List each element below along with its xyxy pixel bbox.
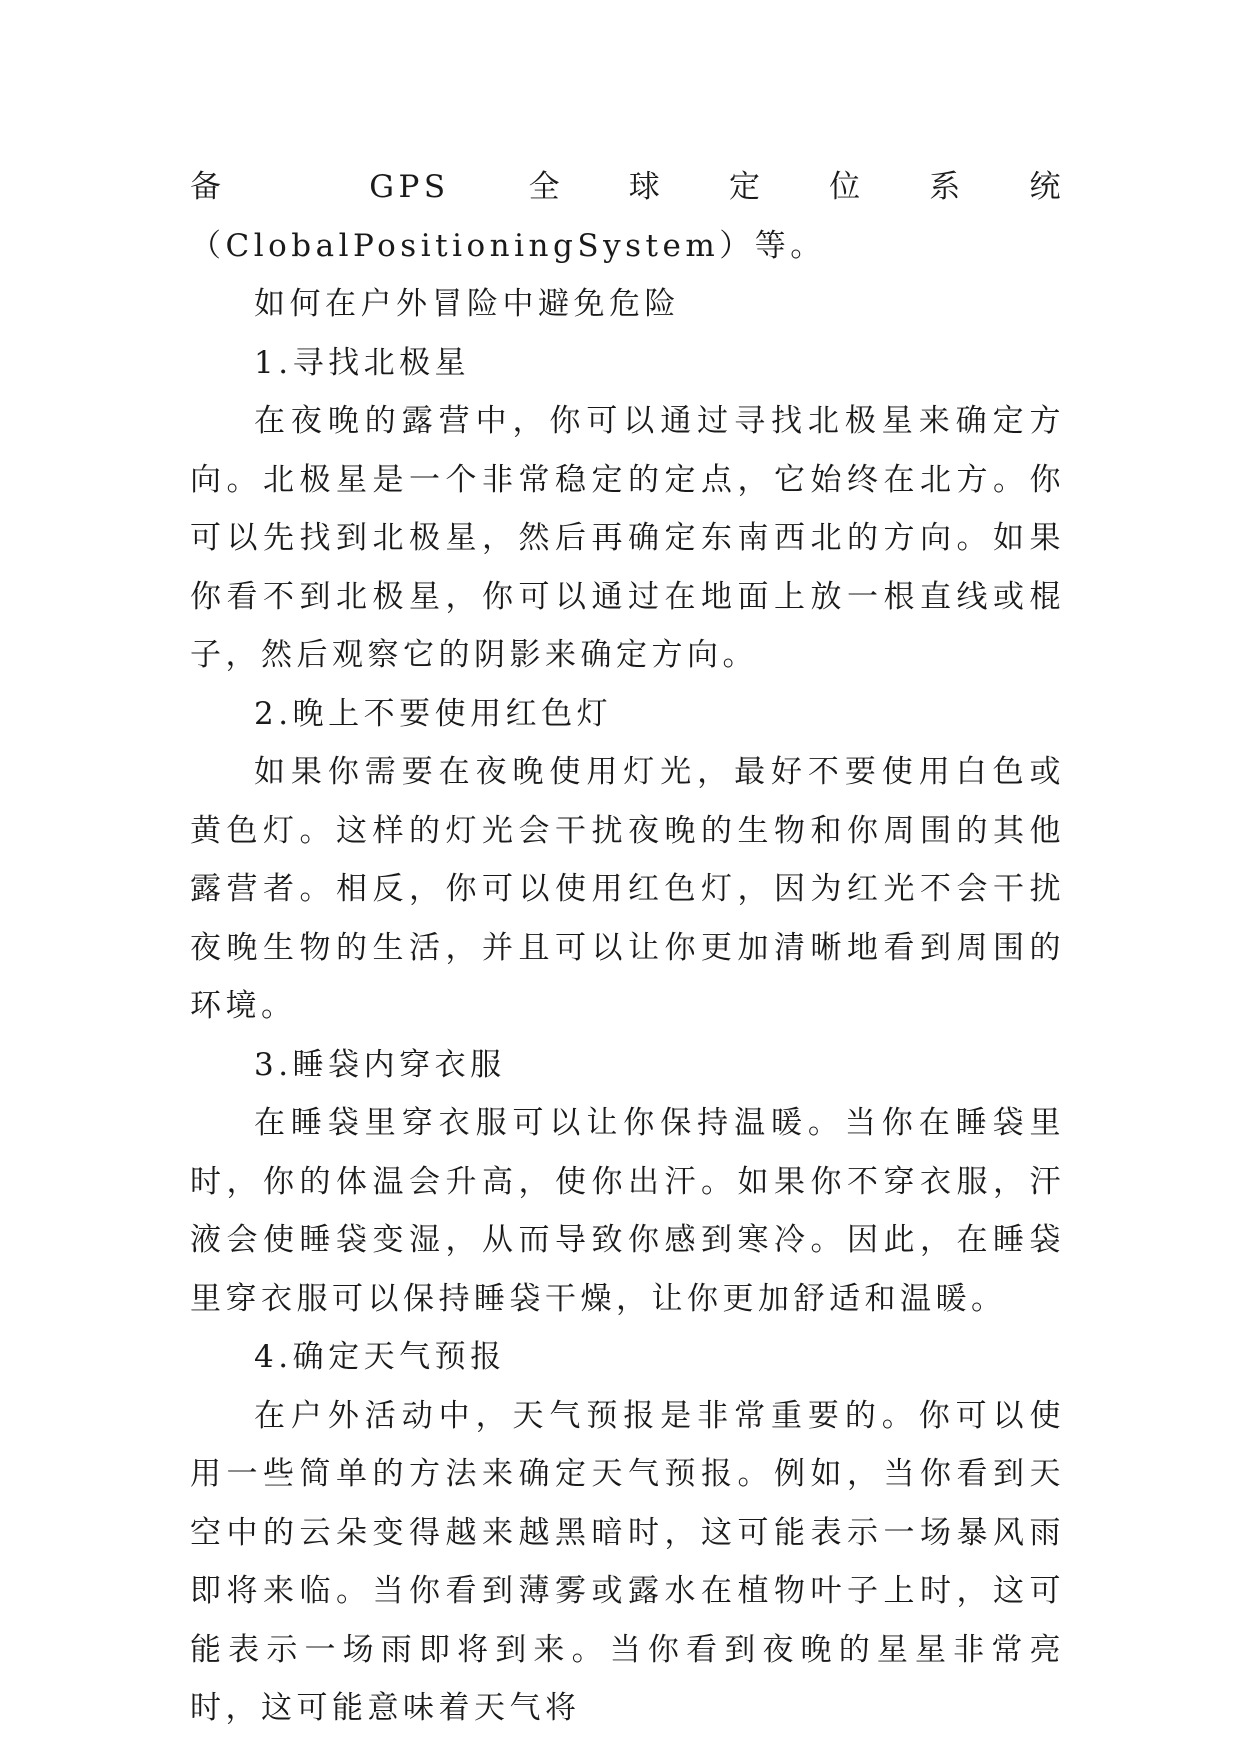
heading-1: 1.寻找北极星 [254, 344, 471, 381]
heading-4: 4.确定天气预报 [254, 1339, 506, 1375]
paragraph-continuation: 备 GPS 全球定位系统（ClobalPositioningSystem）等。 [190, 169, 1065, 264]
paragraph-3: 在睡袋里穿衣服可以让你保持温暖。当你在睡袋里时，你的体温会升高，使你出汗。如果你不穿衣服，汗液会使睡袋变湿，从而导致你感到寒冷。因此，在睡袋里穿衣服可以保持睡袋干燥，让你更加舒适和温暖。 [190, 1105, 1065, 1317]
heading-2: 2.晚上不要使用红色灯 [254, 695, 613, 732]
paragraph-4: 在户外活动中，天气预报是非常重要的。你可以使用一些简单的方法来确定天气预报。例如，当你看到天空中的云朵变得越来越黑暗时，这可能表示一场暴风雨即将来临。当你看到薄雾或露水在植物叶子上时，这可能表示一场雨即将到来。当你看到夜晚的星星非常亮时，这可能意味着天气将 [190, 1397, 1065, 1726]
paragraph-2: 如果你需要在夜晚使用灯光，最好不要使用白色或黄色灯。这样的灯光会干扰夜晚的生物和你周围的其他露营者。相反，你可以使用红色灯，因为红光不会干扰夜晚生物的生活，并且可以让你更加清晰地看到周围的环境。 [190, 754, 1065, 1024]
section-title: 如何在户外冒险中避免危险 [254, 286, 680, 322]
paragraph-1: 在夜晚的露营中，你可以通过寻找北极星来确定方向。北极星是一个非常稳定的定点，它始终在北方。你可以先找到北极星，然后再确定东南西北的方向。如果你看不到北极星，你可以通过在地面上放一根直线或棍子，然后观察它的阴影来确定方向。 [190, 403, 1065, 673]
heading-3: 3.睡袋内穿衣服 [254, 1046, 506, 1083]
document-body [190, 158, 1065, 1738]
